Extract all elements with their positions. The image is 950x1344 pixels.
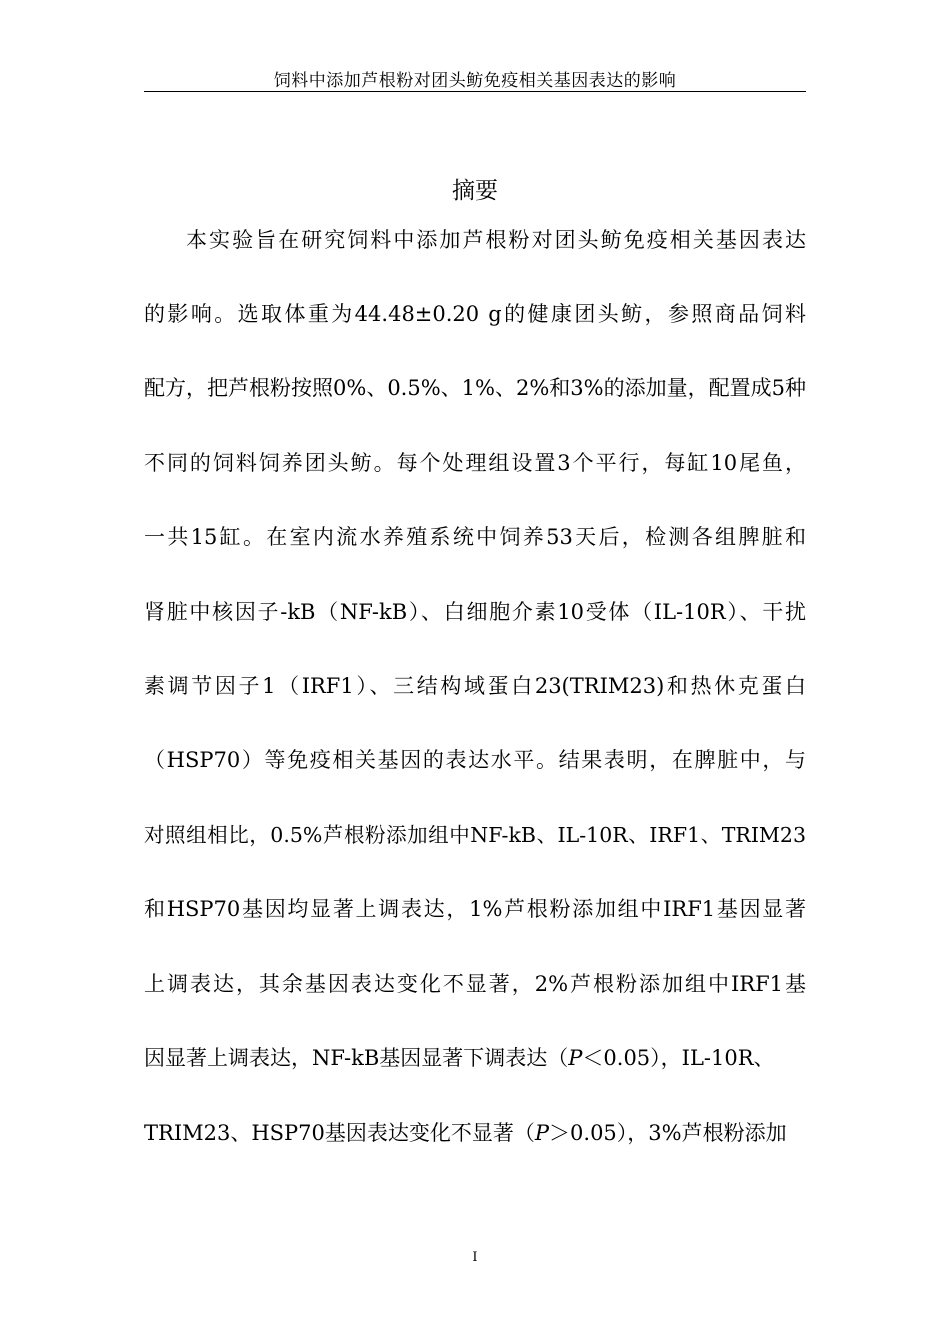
abstract-line-13-end: ＞0.05），3%芦根粉添加 bbox=[549, 1121, 787, 1145]
abstract-line-11: 上调表达，其余基因表达变化不显著，2%芦根粉添加组中IRF1基 bbox=[144, 972, 806, 996]
abstract-line-12 bbox=[144, 1045, 806, 1071]
abstract-line-13 bbox=[144, 1120, 806, 1146]
header-rule bbox=[144, 91, 806, 92]
abstract-heading: 摘要 bbox=[452, 178, 498, 204]
abstract-line-12-end: ＜0.05），IL-10R、 bbox=[582, 1046, 775, 1070]
abstract-line-1: 本实验旨在研究饲料中添加芦根粉对团头鲂免疫相关基因表达 bbox=[186, 228, 806, 252]
p-value-symbol: P bbox=[534, 1121, 550, 1145]
abstract-line-7: 素调节因子1（IRF1）、三结构域蛋白23(TRIM23)和热休克蛋白 bbox=[144, 674, 806, 698]
abstract-line-8: （HSP70）等免疫相关基因的表达水平。结果表明，在脾脏中，与 bbox=[144, 748, 806, 772]
abstract-line-12-start: 因显著上调表达，NF-kB基因显著下调表达（ bbox=[144, 1046, 569, 1070]
page-number: I bbox=[472, 1250, 478, 1265]
abstract-line-9: 对照组相比，0.5%芦根粉添加组中NF-kB、IL-10R、IRF1、TRIM23 bbox=[144, 823, 806, 847]
abstract-line-13-start: TRIM23、HSP70基因表达变化不显著（ bbox=[144, 1121, 535, 1145]
abstract-line-6: 肾脏中核因子-kB（NF-kB）、白细胞介素10受体（IL-10R）、干扰 bbox=[144, 600, 806, 624]
abstract-line-4: 不同的饲料饲养团头鲂。每个处理组设置3个平行，每缸10尾鱼， bbox=[144, 451, 806, 475]
abstract-line-2: 的影响。选取体重为44.48±0.20 g的健康团头鲂，参照商品饲料 bbox=[144, 302, 806, 326]
abstract-line-3: 配方，把芦根粉按照0%、0.5%、1%、2%和3%的添加量，配置成5种 bbox=[144, 376, 806, 400]
abstract-line-5: 一共15缸。在室内流水养殖系统中饲养53天后，检测各组脾脏和 bbox=[144, 525, 806, 549]
running-header: 饲料中添加芦根粉对团头鲂免疫相关基因表达的影响 bbox=[273, 71, 677, 91]
p-value-symbol: P bbox=[568, 1046, 583, 1070]
abstract-line-10: 和HSP70基因均显著上调表达，1%芦根粉添加组中IRF1基因显著 bbox=[144, 897, 806, 921]
